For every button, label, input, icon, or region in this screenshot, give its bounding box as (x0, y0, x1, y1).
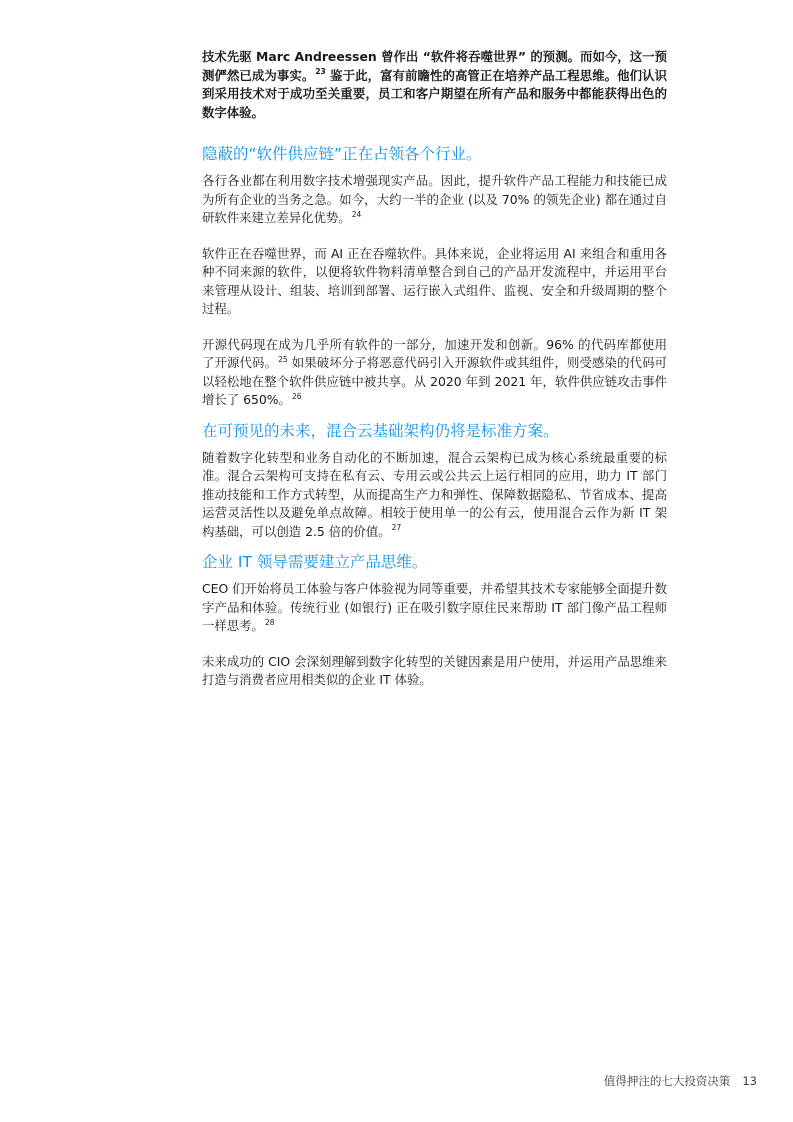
paragraph: 随着数字化转型和业务自动化的不断加速，混合云架构已成为核心系统最重要的标准。混合云架构可支持在私有云、专用云或公共云上运行相同的应用，助力 IT 部门推动技能和工作方式转型，从而提高生产力和弹性、保障数据隐私、节省成本、提高运营灵活性以及避免单点故障。相较于使用单一的公有云，使用混合云作为新 IT 架构基础，可以创造 2.5 倍的价值。$^{27}$ (202, 449, 667, 539)
page-footer (604, 1073, 757, 1089)
footnote-ref-28[interactable]: 28 (264, 617, 275, 627)
article-body (202, 48, 667, 707)
section-heading-hybrid-cloud: 在可预见的未来，混合云基础架构仍将是标准方案。 (202, 421, 559, 440)
footnote-ref-26[interactable]: 26 (291, 391, 302, 401)
paragraph: CEO 们开始将员工体验与客户体验视为同等重要，并希望其技术专家能够全面提升数字产品和体验。传统行业 (如银行) 正在吸引数字原住民来帮助 IT 部门像产品工程师一样思考。$^{28}$ (202, 581, 667, 633)
paragraph: 开源代码现在成为几乎所有软件的一部分，加速开发和创新。96% 的代码库都使用了开源代码。$^{25}$ 如果破坏分子将恶意代码引入开源软件或其组件，则受感染的代码可以轻松地在整个软件供应链中被共享。从 2020 年到 2021 年，软件供应链攻击事件增长了 650%。$^{26}$ (202, 336, 667, 407)
footnote-ref-24[interactable]: 24 (351, 209, 362, 219)
paragraph: 未来成功的 CIO 会深刻理解到数字化转型的关键因素是用户使用，并运用产品思维来打造与消费者应用相类似的企业 IT 体验。 (202, 653, 667, 687)
section-heading-product-thinking: 企业 IT 领导需要建立产品思维。 (202, 553, 428, 571)
footnote-ref-27[interactable]: 27 (391, 523, 402, 533)
footnote-ref-25[interactable]: 25 (278, 354, 288, 364)
page-number: 13 (742, 1074, 757, 1088)
footer-doc-title: 值得押注的七大投资决策 (603, 1074, 731, 1088)
paragraph: 各行各业都在利用数字技术增强现实产品。因此，提升软件产品工程能力和技能已成为所有企业的当务之急。如今，大约一半的企业 (以及 70% 的领先企业) 都在通过自研软件来建立差异化优势。$^{24}$ (202, 173, 667, 225)
paragraph: 软件正在吞噬世界，而 AI 正在吞噬软件。具体来说，企业将运用 AI 来组合和重用各种不同来源的软件，以便将软件物料清单整合到自己的产品开发流程中，并运用平台来管理从设计、组装、培训到部署、运行嵌入式组件、监视、安全和升级周期的整个过程。 (202, 245, 667, 316)
section-heading-software-supply-chain: 隐蔽的“软件供应链”正在占领各个行业。 (202, 145, 482, 163)
intro-paragraph: 技术先驱 Marc Andreessen 曾作出 “软件将吞噬世界” 的预测。而如今，这一预测俨然已成为事实。$^{23}$ 鉴于此，富有前瞻性的高管正在培养产品工程思维。他们认识到采用技术对于成功至关重要，员工和客户期望在所有产品和服务中都能获得出色的数字体验。 (202, 49, 667, 120)
footnote-ref-23[interactable]: 23 (315, 67, 326, 77)
